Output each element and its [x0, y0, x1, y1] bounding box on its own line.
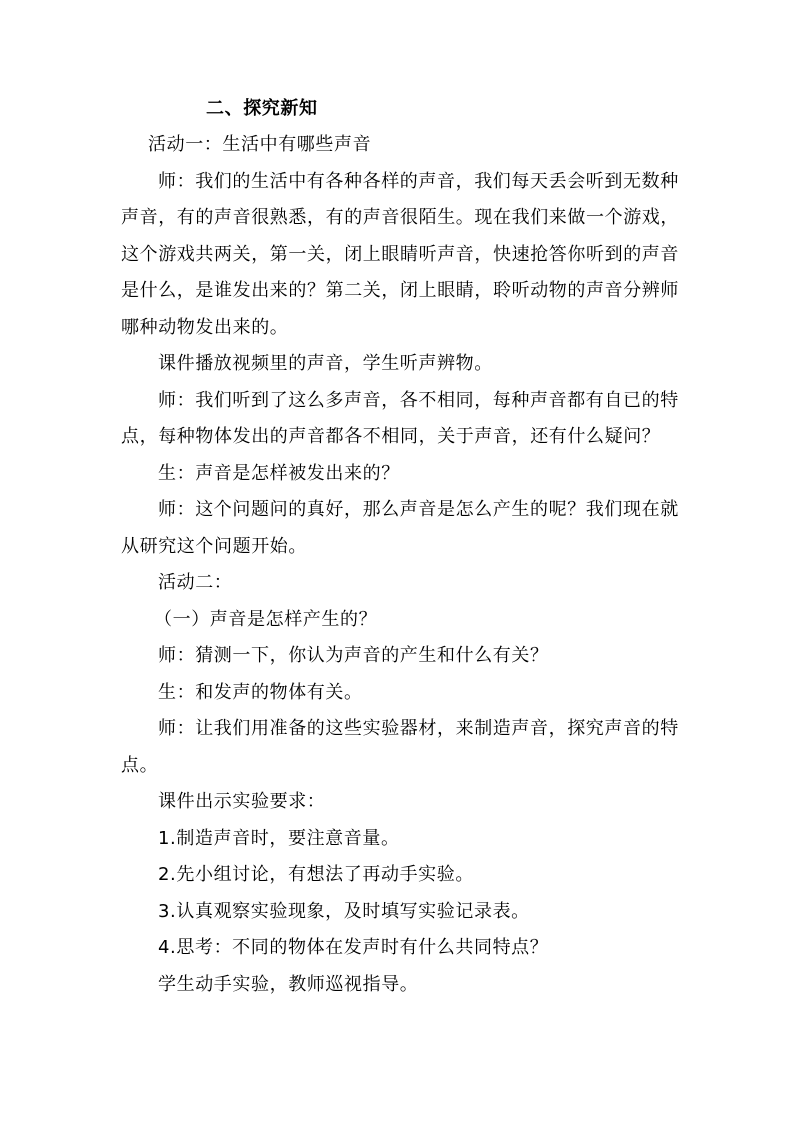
- activity-one-title: 活动一：生活中有哪些声音: [148, 134, 372, 155]
- paragraph-line: 从研究这个问题开始。: [121, 536, 307, 557]
- paragraph-line: 师：我们的生活中有各种各样的声音，我们每天丢会听到无数种: [158, 171, 679, 192]
- paragraph-line: 师：猜测一下，你认为声音的产生和什么有关？: [158, 645, 549, 666]
- paragraph-line: 生：和发声的物体有关。: [158, 682, 363, 703]
- paragraph-line: 师：我们听到了这么多声音，各不相同，每种声音都有自已的特: [158, 390, 679, 411]
- paragraph-line: 点，每种物体发出的声音都各不相同，关于声音，还有什么疑问？: [121, 426, 661, 447]
- paragraph-line: 点。: [121, 755, 159, 776]
- subsection-title: （一）声音是怎样产生的？: [154, 609, 378, 630]
- paragraph-line: 生：声音是怎样被发出来的？: [158, 463, 400, 484]
- paragraph-line: 课件出示实验要求：: [158, 791, 326, 812]
- requirement-item: 3.认真观察实验现象，及时填写实验记录表。: [158, 901, 530, 922]
- requirement-item: 2.先小组讨论，有想法了再动手实验。: [158, 864, 474, 885]
- section-heading: 二、探究新知: [206, 98, 318, 119]
- activity-two-title: 活动二：: [158, 572, 233, 593]
- paragraph-line: 师：这个问题问的真好，那么声音是怎么产生的呢？我们现在就: [158, 499, 679, 520]
- paragraph-line: 课件播放视频里的声音，学生听声辨物。: [158, 353, 493, 374]
- paragraph-line: 声音，有的声音很熟悉，有的声音很陌生。现在我们来做一个游戏，: [121, 207, 679, 228]
- paragraph-line: 这个游戏共两关，第一关，闭上眼睛听声音，快速抢答你听到的声音: [121, 244, 679, 265]
- requirement-item: 1.制造声音时，要注意音量。: [158, 828, 400, 849]
- requirement-item: 4.思考：不同的物体在发声时有什么共同特点？: [158, 937, 549, 958]
- paragraph-line: 学生动手实验，教师巡视指导。: [158, 974, 419, 995]
- paragraph-line: 哪种动物发出来的。: [121, 317, 289, 338]
- paragraph-line: 师：让我们用准备的这些实验器材，来制造声音，探究声音的特: [158, 718, 679, 739]
- paragraph-line: 是什么，是谁发出来的？第二关，闭上眼睛，聆听动物的声音分辨师: [121, 280, 679, 301]
